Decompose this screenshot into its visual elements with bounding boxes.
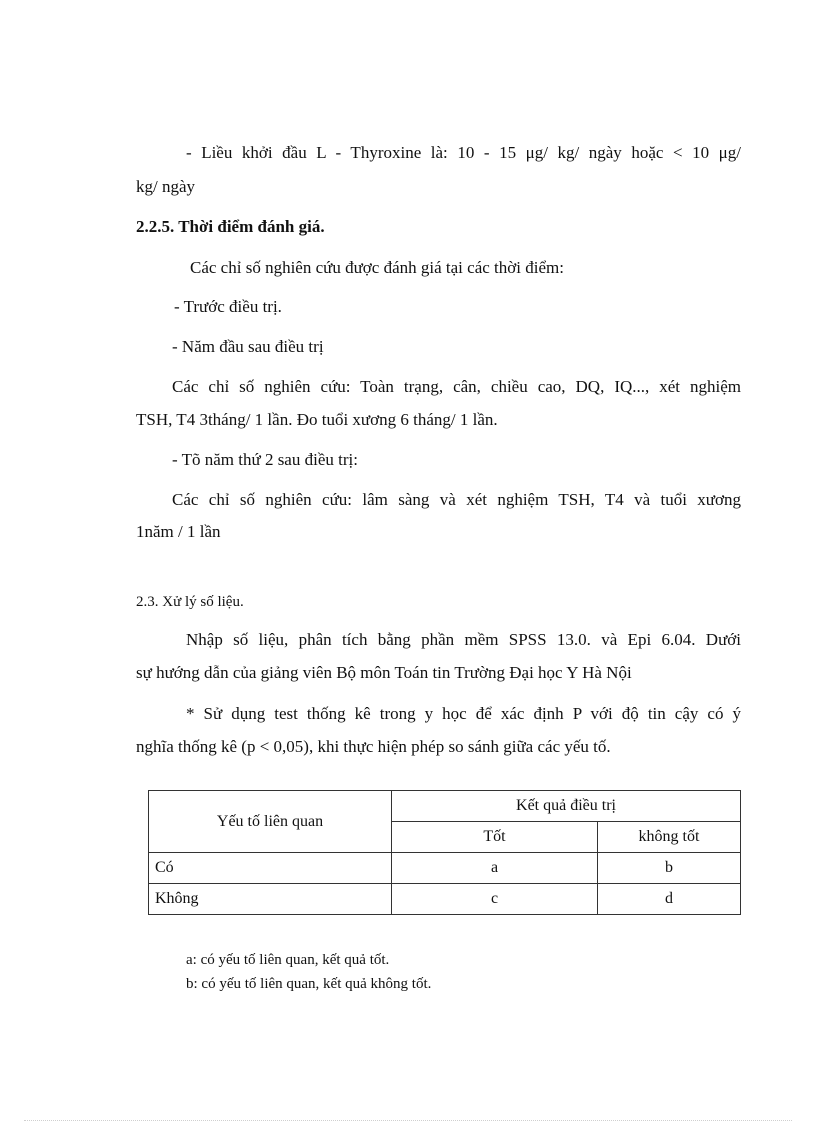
not-good-value-cell: b (598, 853, 741, 884)
result-table (148, 790, 741, 915)
from-year-2-item: - Tõ năm thứ 2 sau điều trị: (172, 450, 358, 469)
data-entry-line-2: sự hướng dẫn của giảng viên Bộ môn Toán tin Trường Đại học Y Hà Nội (136, 663, 632, 682)
dose-line-2: kg/ ngày (136, 177, 196, 196)
indices-2-line-2: 1năm / 1 lần (136, 522, 221, 541)
page-bottom-rule (24, 1120, 792, 1121)
indices-2-line-1: Các chỉ số nghiên cứu: lâm sàng và xét nghiệm TSH, T4 và tuổi xương (172, 490, 741, 509)
first-year-item: - Năm đầu sau điều trị (172, 337, 324, 356)
not-good-value-cell: d (598, 884, 741, 915)
factor-header-cell: Yếu tố liên quan (149, 791, 392, 853)
data-entry-line-1: Nhập số liệu, phân tích bằng phần mềm SPSS 13.0. và Epi 6.04. Dưới (186, 630, 741, 649)
heading-2-3: 2.3. Xử lý số liệu. (136, 594, 244, 610)
indices-1-line-2: TSH, T4 3tháng/ 1 lần. Đo tuổi xương 6 tháng/ 1 lần. (136, 410, 498, 429)
before-treatment-item: - Trước điều trị. (174, 297, 282, 316)
good-value-cell: a (392, 853, 598, 884)
statistical-test-line-2: nghĩa thống kê (p < 0,05), khi thực hiện phép so sánh giữa các yếu tố. (136, 737, 611, 756)
good-header-cell: Tốt (392, 822, 598, 853)
table-row (149, 884, 741, 915)
result-header-cell: Kết quả điều trị (392, 791, 741, 822)
note-b: b: có yếu tố liên quan, kết quả không tốt. (186, 976, 432, 992)
note-a: a: có yếu tố liên quan, kết quả tốt. (186, 952, 390, 968)
row-label-cell: Có (149, 853, 392, 884)
row-label-cell: Không (149, 884, 392, 915)
good-value-cell: c (392, 884, 598, 915)
not-good-header-cell: không tốt (598, 822, 741, 853)
statistical-test-line-1: * Sử dụng test thống kê trong y học để xác định P với độ tin cậy có ý (186, 704, 741, 723)
evaluation-intro: Các chỉ số nghiên cứu được đánh giá tại các thời điểm: (190, 258, 564, 277)
heading-2-2-5: 2.2.5. Thời điểm đánh giá. (136, 217, 325, 236)
dose-line-1: - Liều khởi đầu L - Thyroxine là: 10 - 15 μg/ kg/ ngày hoặc < 10 μg/ (186, 143, 741, 162)
indices-1-line-1: Các chỉ số nghiên cứu: Toàn trạng, cân, chiều cao, DQ, IQ..., xét nghiệm (172, 377, 741, 396)
table-row (149, 853, 741, 884)
